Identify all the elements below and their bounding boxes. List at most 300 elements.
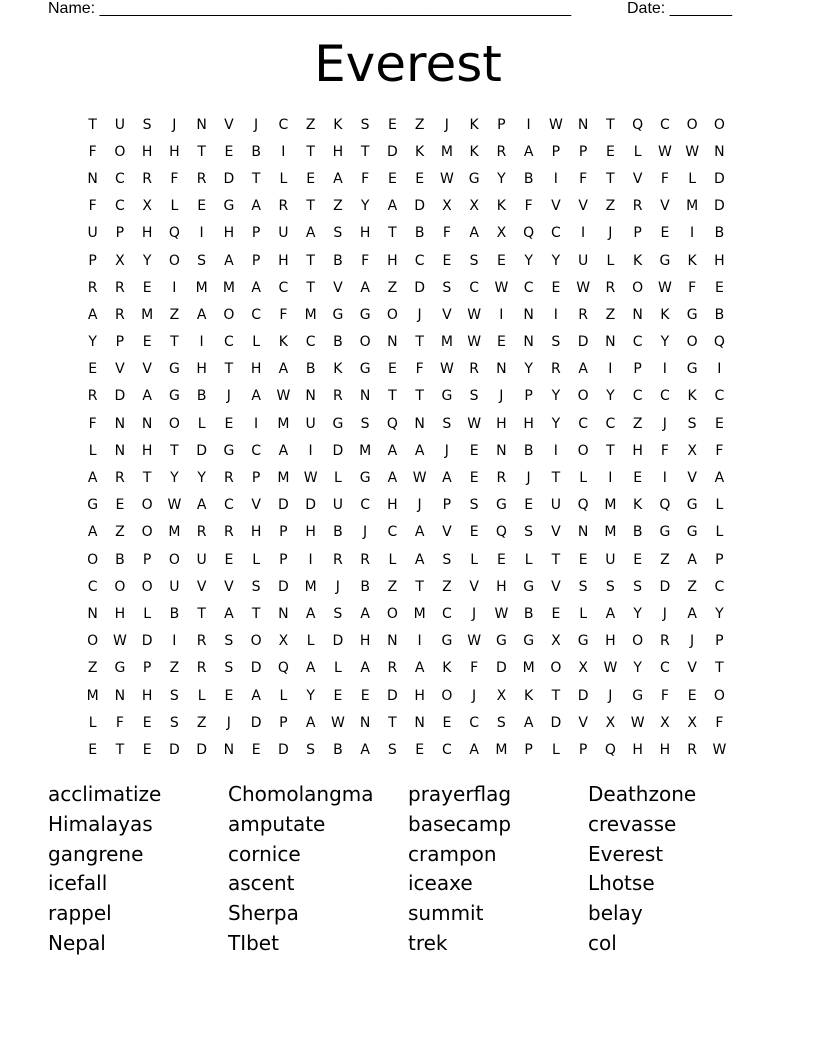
grid-letter: H	[305, 524, 316, 541]
grid-letter: M	[86, 687, 99, 704]
grid-letter: T	[251, 170, 261, 187]
grid-letter: Q	[168, 225, 180, 242]
grid-letter: D	[141, 633, 153, 650]
grid-letter: W	[630, 714, 645, 731]
grid-letter: F	[715, 714, 724, 731]
grid-letter: O	[168, 252, 180, 269]
grid-letter: T	[606, 116, 615, 133]
grid-letter: T	[306, 252, 315, 269]
grid-letter: M	[495, 741, 508, 758]
grid-letter: T	[360, 143, 370, 160]
grid-letter: T	[415, 334, 424, 351]
word-bank-item: Himalayas	[48, 811, 153, 836]
grid-letter: A	[578, 361, 588, 378]
grid-letter: G	[332, 415, 344, 432]
grid-letter: S	[687, 415, 697, 432]
grid-letter: T	[551, 551, 561, 568]
grid-letter: E	[88, 361, 98, 378]
grid-letter: H	[496, 578, 507, 595]
grid-letter: W	[467, 306, 482, 323]
grid-letter: R	[196, 633, 207, 650]
grid-letter: L	[279, 687, 288, 704]
grid-letter: G	[686, 524, 698, 541]
grid-letter: V	[551, 198, 561, 215]
grid-letter: V	[551, 578, 561, 595]
grid-letter: F	[524, 198, 533, 215]
grid-letter: N	[387, 334, 398, 351]
grid-letter: J	[226, 714, 231, 731]
grid-letter: E	[224, 687, 234, 704]
grid-letter: V	[687, 470, 697, 487]
grid-letter: D	[196, 741, 208, 758]
grid-letter: W	[494, 605, 509, 622]
grid-letter: D	[414, 279, 426, 296]
grid-letter: S	[524, 524, 534, 541]
grid-letter: A	[251, 687, 261, 704]
grid-letter: D	[250, 660, 262, 677]
grid-letter: W	[657, 279, 672, 296]
grid-letter: O	[441, 687, 453, 704]
grid-letter: S	[469, 497, 479, 514]
grid-letter: T	[388, 714, 397, 731]
grid-letter: H	[141, 687, 153, 704]
grid-letter: O	[386, 306, 398, 323]
grid-letter: A	[251, 388, 261, 405]
grid-letter: J	[226, 388, 231, 405]
grid-letter: Y	[88, 334, 97, 351]
grid-letter: L	[197, 687, 206, 704]
grid-letter: C	[523, 279, 534, 296]
grid-letter: S	[360, 415, 370, 432]
grid-letter: S	[387, 741, 397, 758]
grid-letter: B	[414, 225, 425, 242]
grid-letter: M	[304, 578, 317, 595]
grid-letter: G	[223, 442, 235, 459]
grid-letter: H	[114, 605, 126, 622]
grid-letter: I	[690, 225, 695, 242]
grid-letter: P	[633, 225, 642, 242]
grid-letter: I	[717, 361, 722, 378]
grid-letter: H	[359, 633, 371, 650]
grid-letter: N	[632, 306, 643, 323]
grid-letter: Z	[387, 279, 398, 296]
grid-letter: M	[440, 334, 453, 351]
grid-letter: E	[442, 714, 452, 731]
grid-letter: A	[469, 225, 479, 242]
grid-letter: S	[442, 551, 452, 568]
grid-letter: T	[115, 741, 125, 758]
grid-letter: W	[112, 633, 127, 650]
grid-letter: R	[333, 551, 343, 568]
grid-letter: E	[496, 334, 506, 351]
grid-letter: N	[387, 633, 398, 650]
grid-letter: H	[196, 361, 207, 378]
grid-letter: G	[577, 633, 589, 650]
grid-letter: X	[496, 225, 507, 242]
grid-letter: K	[333, 361, 343, 378]
grid-letter: V	[251, 497, 261, 514]
grid-letter: V	[142, 361, 152, 378]
grid-letter: A	[305, 660, 316, 677]
grid-letter: U	[550, 497, 561, 514]
grid-letter: X	[142, 198, 152, 215]
grid-letter: J	[690, 633, 695, 650]
grid-letter: M	[277, 470, 290, 487]
grid-letter: N	[577, 524, 589, 541]
grid-letter: A	[305, 605, 316, 622]
grid-letter: Q	[523, 225, 535, 242]
grid-letter: G	[359, 306, 371, 323]
grid-letter: E	[251, 741, 261, 758]
word-bank-item: amputate	[228, 811, 326, 836]
grid-letter: N	[114, 442, 126, 459]
grid-letter: P	[88, 252, 97, 269]
grid-letter: P	[578, 741, 588, 758]
grid-letter: G	[332, 306, 344, 323]
grid-letter: V	[578, 198, 588, 215]
grid-letter: E	[224, 551, 234, 568]
grid-letter: S	[333, 225, 343, 242]
grid-letter: L	[633, 143, 642, 160]
grid-letter: O	[141, 578, 153, 595]
grid-letter: G	[441, 388, 453, 405]
grid-letter: W	[576, 279, 591, 296]
grid-letter: F	[688, 279, 697, 296]
grid-letter: V	[442, 524, 452, 541]
grid-letter: A	[278, 361, 289, 378]
grid-letter: N	[278, 605, 289, 622]
grid-letter: Y	[170, 470, 179, 487]
grid-letter: I	[608, 361, 613, 378]
grid-letter: M	[222, 279, 235, 296]
grid-letter: D	[277, 578, 289, 595]
grid-letter: F	[279, 306, 288, 323]
grid-letter: N	[305, 388, 316, 405]
grid-letter: O	[223, 306, 235, 323]
grid-letter: N	[414, 415, 425, 432]
grid-letter: V	[551, 524, 561, 541]
grid-letter: I	[199, 225, 204, 242]
grid-letter: G	[168, 361, 180, 378]
grid-letter: E	[115, 497, 125, 514]
grid-letter: U	[278, 225, 289, 242]
grid-letter: K	[633, 252, 643, 269]
grid-letter: K	[278, 334, 288, 351]
grid-letter: T	[142, 470, 152, 487]
grid-letter: W	[330, 714, 345, 731]
grid-letter: H	[414, 687, 425, 704]
grid-letter: E	[360, 687, 370, 704]
grid-letter: L	[470, 551, 479, 568]
grid-letter: T	[224, 361, 234, 378]
grid-letter: M	[686, 198, 699, 215]
grid-letter: J	[608, 687, 613, 704]
grid-letter: N	[714, 143, 725, 160]
grid-letter: E	[496, 252, 506, 269]
grid-letter: D	[332, 633, 344, 650]
grid-letter: I	[553, 306, 558, 323]
grid-letter: E	[633, 551, 643, 568]
word-bank-item: basecamp	[408, 811, 512, 836]
grid-letter: G	[523, 578, 535, 595]
grid-letter: Z	[196, 714, 207, 731]
grid-letter: H	[387, 252, 398, 269]
grid-letter: S	[469, 252, 479, 269]
grid-letter: D	[277, 741, 289, 758]
grid-letter: K	[415, 143, 425, 160]
grid-letter: C	[278, 279, 289, 296]
grid-letter: O	[686, 116, 698, 133]
grid-letter: R	[387, 660, 398, 677]
worksheet-header	[48, 0, 748, 20]
grid-letter: I	[417, 633, 422, 650]
grid-letter: I	[499, 306, 504, 323]
grid-letter: E	[524, 497, 534, 514]
grid-letter: T	[197, 605, 206, 622]
grid-letter: G	[87, 497, 99, 514]
grid-letter: U	[305, 415, 316, 432]
grid-letter: C	[251, 306, 262, 323]
grid-letter: X	[605, 714, 616, 731]
grid-letter: V	[578, 714, 588, 731]
grid-letter: E	[551, 605, 561, 622]
grid-letter: O	[87, 551, 99, 568]
grid-letter: A	[251, 198, 261, 215]
grid-letter: F	[715, 442, 724, 459]
grid-letter: N	[114, 415, 126, 432]
grid-letter: N	[196, 116, 207, 133]
grid-letter: L	[197, 415, 206, 432]
grid-letter: F	[115, 714, 124, 731]
grid-letter: E	[306, 170, 316, 187]
grid-letter: Y	[306, 687, 315, 704]
grid-letter: C	[387, 524, 398, 541]
grid-letter: B	[714, 225, 725, 242]
grid-letter: T	[170, 334, 179, 351]
grid-letter: F	[660, 442, 669, 459]
grid-letter: R	[87, 279, 98, 296]
grid-letter: T	[251, 605, 261, 622]
grid-letter: R	[632, 198, 643, 215]
grid-letter: W	[439, 170, 454, 187]
grid-letter: X	[687, 442, 697, 459]
grid-letter: O	[168, 415, 180, 432]
grid-letter: R	[87, 388, 98, 405]
grid-letter: U	[605, 551, 616, 568]
grid-letter: R	[360, 551, 370, 568]
grid-letter: K	[687, 252, 697, 269]
grid-letter: A	[305, 225, 316, 242]
grid-letter: W	[603, 660, 618, 677]
grid-letter: D	[168, 741, 180, 758]
grid-letter: R	[551, 361, 561, 378]
grid-letter: W	[467, 415, 482, 432]
grid-letter: I	[553, 442, 558, 459]
grid-letter: A	[387, 470, 398, 487]
grid-letter: T	[306, 198, 315, 215]
word-bank-item: trek	[408, 930, 448, 955]
grid-letter: P	[578, 143, 588, 160]
grid-letter: C	[469, 279, 480, 296]
grid-letter: V	[115, 361, 125, 378]
grid-letter: X	[278, 633, 289, 650]
grid-letter: G	[468, 170, 480, 187]
word-bank-item: Lhotse	[588, 871, 655, 896]
grid-letter: A	[360, 605, 370, 622]
grid-letter: A	[414, 524, 425, 541]
grid-letter: D	[414, 198, 426, 215]
grid-letter: E	[142, 741, 152, 758]
grid-letter: C	[632, 334, 643, 351]
grid-letter: N	[141, 415, 153, 432]
grid-letter: J	[254, 116, 259, 133]
grid-letter: J	[172, 116, 177, 133]
grid-letter: B	[333, 741, 343, 758]
grid-letter: E	[714, 279, 724, 296]
grid-letter: T	[170, 442, 179, 459]
grid-letter: P	[142, 660, 152, 677]
grid-letter: Z	[169, 660, 180, 677]
grid-letter: Z	[305, 116, 316, 133]
grid-letter: F	[361, 252, 370, 269]
grid-letter: C	[414, 252, 425, 269]
grid-letter: R	[469, 361, 479, 378]
grid-letter: V	[333, 279, 343, 296]
grid-letter: B	[196, 388, 207, 405]
grid-letter: U	[114, 116, 125, 133]
grid-letter: I	[581, 225, 586, 242]
grid-letter: P	[251, 252, 261, 269]
grid-letter: R	[115, 306, 125, 323]
grid-letter: J	[417, 497, 422, 514]
grid-letter: D	[577, 334, 589, 351]
grid-letter: S	[633, 578, 643, 595]
grid-letter: G	[114, 660, 126, 677]
grid-letter: S	[442, 415, 452, 432]
grid-letter: N	[87, 605, 98, 622]
grid-letter: S	[578, 578, 588, 595]
grid-letter: G	[495, 497, 507, 514]
grid-letter: O	[359, 334, 371, 351]
grid-letter: G	[359, 361, 371, 378]
grid-letter: T	[606, 170, 615, 187]
grid-letter: U	[196, 551, 207, 568]
word-bank-item: iceaxe	[408, 871, 473, 896]
grid-letter: Z	[687, 578, 697, 595]
grid-letter: E	[88, 741, 98, 758]
grid-letter: B	[305, 361, 316, 378]
grid-letter: R	[115, 279, 125, 296]
grid-letter: H	[605, 633, 616, 650]
grid-letter: I	[526, 116, 531, 133]
grid-letter: B	[632, 524, 643, 541]
grid-letter: Y	[660, 334, 670, 351]
grid-letter: N	[359, 714, 371, 731]
grid-letter: A	[196, 497, 207, 514]
grid-letter: L	[524, 551, 533, 568]
grid-letter: I	[254, 415, 259, 432]
grid-letter: V	[442, 306, 452, 323]
grid-letter: A	[305, 714, 316, 731]
grid-letter: E	[496, 551, 506, 568]
grid-letter: B	[251, 143, 261, 160]
grid-letter: N	[496, 361, 507, 378]
grid-letter: H	[387, 497, 398, 514]
grid-letter: Z	[660, 551, 670, 568]
grid-letter: Y	[142, 252, 152, 269]
grid-letter: Y	[197, 470, 206, 487]
grid-letter: D	[386, 143, 398, 160]
grid-letter: A	[523, 143, 534, 160]
grid-letter: Y	[551, 388, 561, 405]
word-bank-item: Deathzone	[588, 782, 697, 806]
word-bank-item: crevasse	[588, 811, 677, 836]
grid-letter: M	[440, 143, 453, 160]
grid-letter: E	[633, 470, 643, 487]
grid-letter: P	[279, 551, 288, 568]
grid-letter: P	[279, 714, 288, 731]
grid-letter: R	[687, 741, 697, 758]
grid-letter: A	[87, 306, 98, 323]
grid-letter: J	[526, 470, 531, 487]
grid-letter: F	[660, 687, 669, 704]
grid-letter: P	[251, 225, 261, 242]
word-bank-item: summit	[408, 901, 484, 926]
grid-letter: L	[252, 334, 261, 351]
grid-letter: A	[414, 660, 425, 677]
grid-letter: H	[223, 225, 235, 242]
grid-letter: V	[632, 170, 643, 187]
grid-letter: E	[142, 279, 152, 296]
word-bank-item: cornice	[228, 841, 301, 866]
grid-letter: X	[578, 660, 588, 677]
grid-letter: E	[224, 143, 234, 160]
grid-letter: W	[167, 497, 182, 514]
grid-letter: W	[494, 279, 509, 296]
grid-letter: U	[332, 497, 343, 514]
grid-letter: O	[632, 633, 644, 650]
grid-letter: H	[496, 415, 507, 432]
grid-letter: O	[550, 660, 562, 677]
grid-letter: C	[659, 388, 670, 405]
grid-letter: C	[223, 497, 234, 514]
grid-letter: Q	[495, 524, 507, 541]
grid-letter: G	[523, 633, 535, 650]
grid-letter: N	[577, 116, 589, 133]
grid-letter: Y	[524, 361, 533, 378]
grid-letter: E	[142, 334, 152, 351]
grid-letter: D	[495, 660, 507, 677]
grid-letter: B	[333, 334, 343, 351]
grid-letter: R	[196, 524, 207, 541]
grid-letter: Q	[386, 415, 398, 432]
grid-letter: Y	[606, 388, 615, 405]
grid-letter: F	[88, 198, 97, 215]
grid-letter: L	[333, 660, 342, 677]
grid-letter: P	[279, 524, 288, 541]
grid-letter: R	[196, 170, 207, 187]
grid-letter: D	[550, 714, 562, 731]
grid-letter: I	[608, 470, 613, 487]
word-bank-item: acclimatize	[48, 782, 162, 806]
grid-letter: G	[359, 470, 371, 487]
grid-letter: U	[169, 578, 180, 595]
grid-letter: Y	[551, 252, 561, 269]
grid-letter: C	[114, 170, 125, 187]
grid-letter: L	[279, 170, 288, 187]
grid-letter: P	[115, 225, 125, 242]
grid-letter: H	[250, 361, 262, 378]
